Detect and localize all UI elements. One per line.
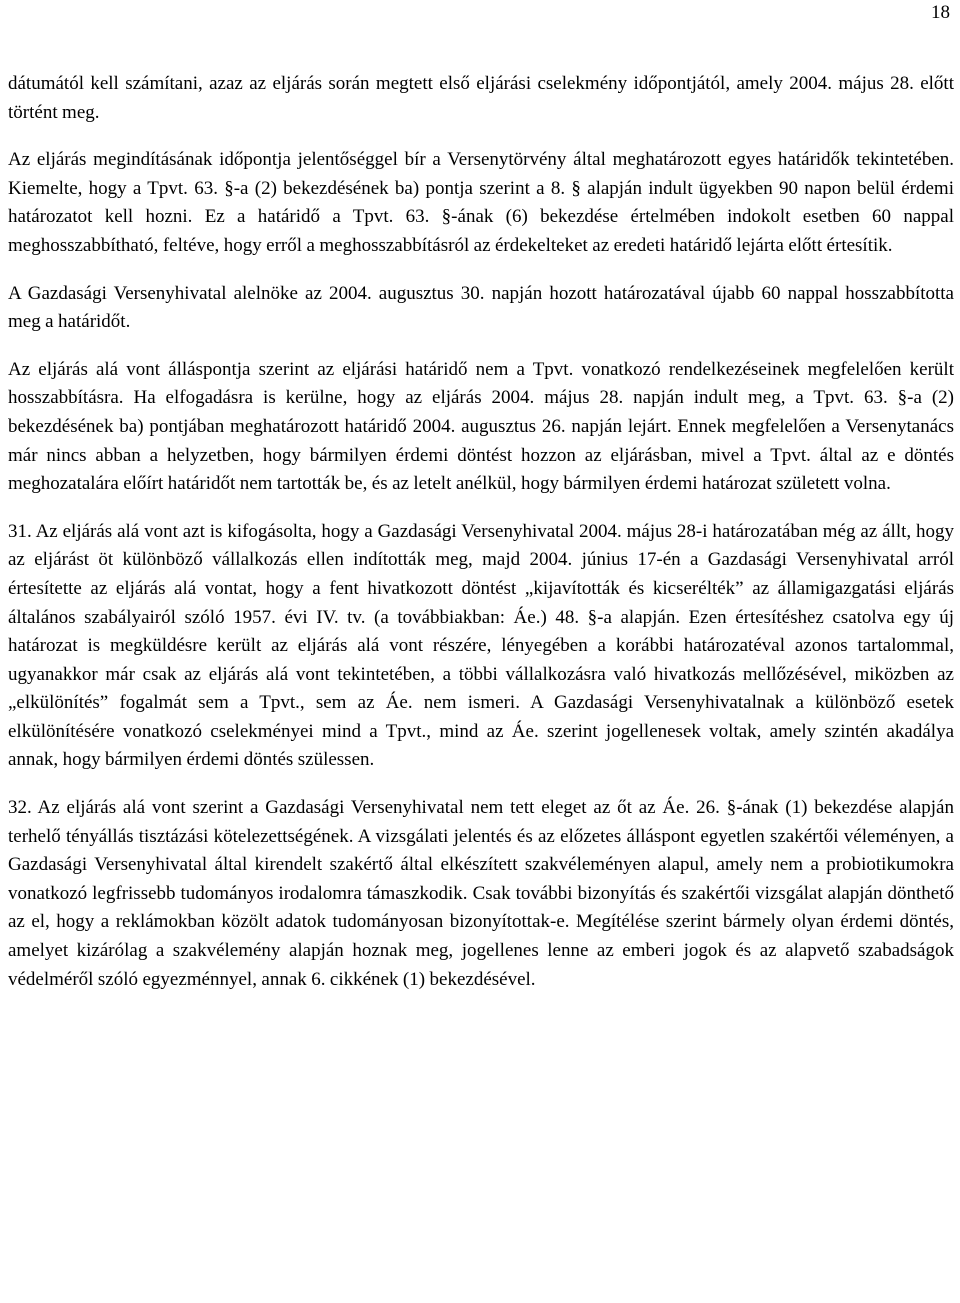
paragraph-32: 32. Az eljárás alá vont szerint a Gazdasági Versenyhivatal nem tett eleget az őt az Áe. 26. §-ának (1) bekezdése alapján terhelő tényállás tisztázási kötelezettségének. A vizsgálati jelentés és az előzetes álláspont egyetlen szakértői véleményen, a Gazdasági Versenyhivatal által kirendelt szakértő által elkészített szakvéleményen alapul, amely nem a probiotikumokra vonatkozó legfrissebb tudományos irodalomra támaszkodik. Csak további bizonyítás és szakértői vizsgálat alapján dönthető az el, hogy a reklámokban közölt adatok tudományosan bizonyítottak-e. Megítélése szerint bármely olyan érdemi döntés, amelyet kizárólag a szakvélemény alapján hoznak meg, jogellenes lenne az emberi jogok és az alapvető szabadságok védelméről szóló egyezménnyel, annak 6. cikkének (1) bekezdésével. — [8, 797, 954, 990]
paragraph-deadline-extension: A Gazdasági Versenyhivatal alelnöke az 2004. augusztus 30. napján hozott határozatával újabb 60 nappal hosszabbította meg a határidőt. — [8, 282, 954, 333]
paragraph-31: 31. Az eljárás alá vont azt is kifogásolta, hogy a Gazdasági Versenyhivatal 2004. május 28-i határozatában még az állt, hogy az eljárást öt különböző vállalkozás ellen indították meg, majd 2004. június 17-én a Gazdasági Versenyhivatal arról értesítette az eljárás alá vontat, hogy a fent hivatkozott döntést „kijavították és kicserélték” az államigazgatási eljárás általános szabályairól szóló 1957. évi IV. tv. (a továbbiakban: Áe.) 48. §-a alapján. Ezen értesítéshez csatolva egy új határozat is megküldésre került az eljárás alá vont részére, lényegében a korábbi határozatéval azonos tartalommal, ugyanakkor már csak az eljárás alá vont tekintetében, a többi vállalkozásra való hivatkozás mellőzésével, miközben az „elkülönítés” fogalmát sem a Tpvt., sem az Áe. nem ismeri. A Gazdasági Versenyhivatalnak a különböző esetek elkülönítésére vonatkozó cselekményei mind a Tpvt., mind az Áe. szerint jogellenesek voltak, amely szintén akadálya annak, hogy bármilyen érdemi döntés szülessen. — [8, 520, 954, 771]
paragraph-deadline-relevance: Az eljárás megindításának időpontja jelentőséggel bír a Versenytörvény által meghatározott egyes határidők tekintetében. Kiemelte, hogy a Tpvt. 63. §-a (2) bekezdésének ba) pontja szerint a 8. § alapján indult ügyekben 90 napon belül érdemi határozatot kell hozni. Ez a határidő a Tpvt. 63. §-ának (6) bekezdése értelmében indokolt esetben 60 nappal meghosszabbítható, feltéve, hogy erről a meghosszabbításról az érdekelteket az eredeti határidő lejárta előtt értesítik. — [8, 149, 954, 256]
document-body — [8, 70, 954, 994]
paragraph-respondent-position: Az eljárás alá vont álláspontja szerint az eljárási határidő nem a Tpvt. vonatkozó rendelkezéseinek megfelelően került hosszabbításra. Ha elfogadásra is kerülne, hogy az eljárás 2004. május 28. napján indult meg, a Tpvt. 63. §-a (2) bekezdésének ba) pontjában meghatározott határidő 2004. augusztus 26. napján lejárt. Ennek megfelelően a Versenytanács már nincs abban a helyzetben, hogy bármilyen érdemi döntést hozzon az eljárásban, mivel a Tpvt. által az e döntés meghozatalára előírt határidőt nem tartották be, és az letelt anélkül, hogy bármilyen érdemi határozat született volna. — [8, 358, 954, 495]
paragraph-continuation: dátumától kell számítani, azaz az eljárás során megtett első eljárási cselekmény időpontjától, amely 2004. május 28. előtt történt meg. — [8, 73, 954, 123]
page-number: 18 — [931, 2, 950, 23]
